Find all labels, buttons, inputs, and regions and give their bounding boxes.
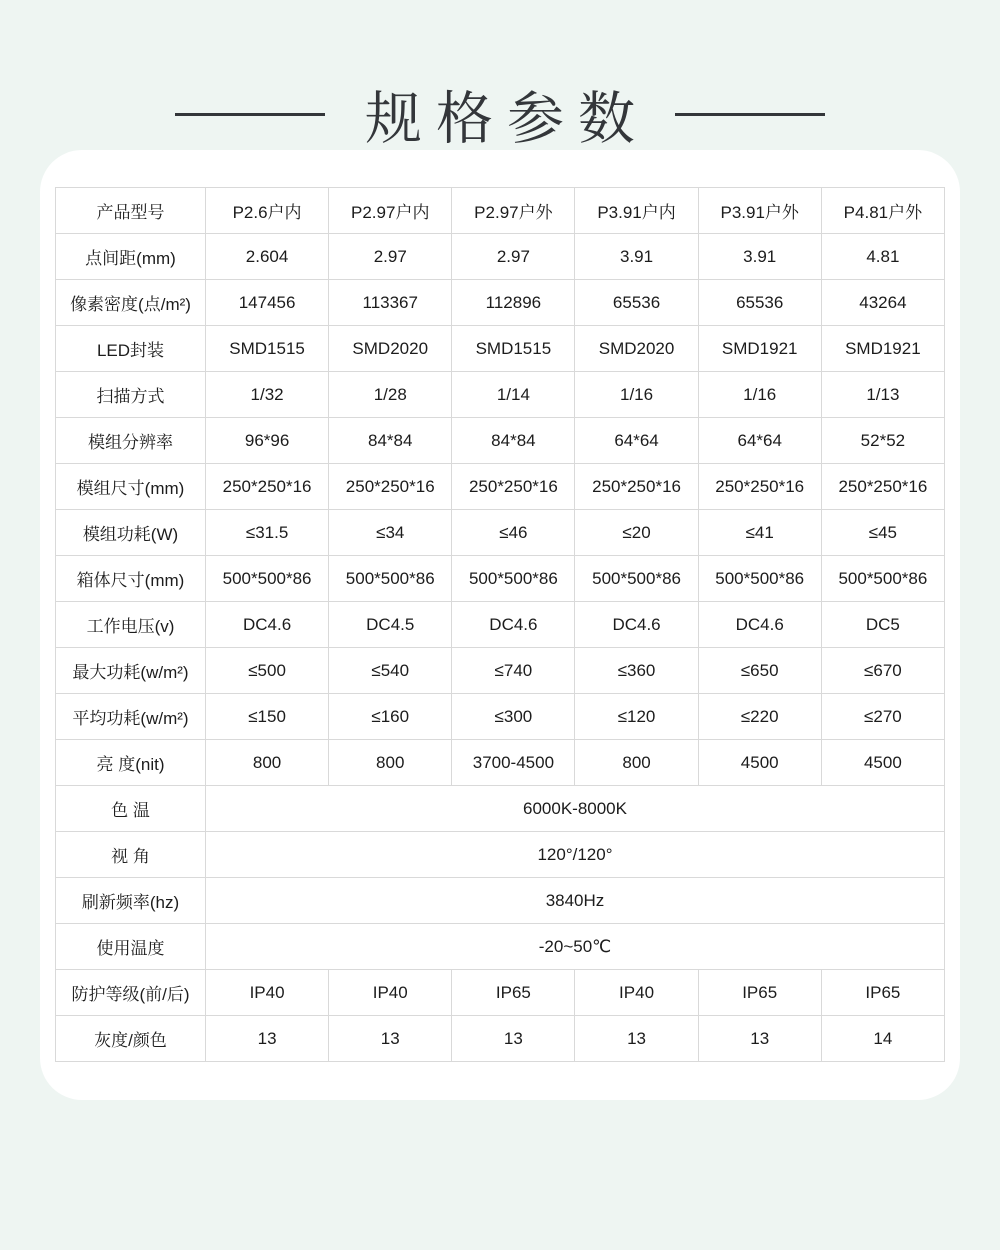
row-10-cell-2: ≤300 <box>452 694 575 740</box>
row-8-cell-2: DC4.6 <box>452 602 575 648</box>
row-6-cell-2: ≤46 <box>452 510 575 556</box>
header-model-cell-5: P4.81户外 <box>821 188 944 234</box>
header-model-cell-4: P3.91户外 <box>698 188 821 234</box>
row-0-cell-2: 2.97 <box>452 234 575 280</box>
row-2-cell-1: SMD2020 <box>329 326 452 372</box>
row-11-cell-5: 4500 <box>821 740 944 786</box>
row-2-cell-5: SMD1921 <box>821 326 944 372</box>
row-label-cell: 模组尺寸(mm) <box>56 464 206 510</box>
row-3-cell-4: 1/16 <box>698 372 821 418</box>
row-16-cell-5: IP65 <box>821 970 944 1016</box>
table-row <box>56 694 945 740</box>
row-8-cell-3: DC4.6 <box>575 602 698 648</box>
row-2-cell-2: SMD1515 <box>452 326 575 372</box>
row-label-cell: 刷新频率(hz) <box>56 878 206 924</box>
row-6-cell-0: ≤31.5 <box>206 510 329 556</box>
row-label-cell: 像素密度(点/m²) <box>56 280 206 326</box>
row-label-cell: 扫描方式 <box>56 372 206 418</box>
header-model-cell-0: P2.6户内 <box>206 188 329 234</box>
row-7-cell-0: 500*500*86 <box>206 556 329 602</box>
row-label-cell: 最大功耗(w/m²) <box>56 648 206 694</box>
table-row <box>56 234 945 280</box>
row-label-cell: 防护等级(前/后) <box>56 970 206 1016</box>
row-label-cell: 视 角 <box>56 832 206 878</box>
table-row <box>56 418 945 464</box>
row-1-cell-3: 65536 <box>575 280 698 326</box>
spec-table-body <box>56 188 945 1062</box>
row-15-merged-cell: -20~50℃ <box>206 924 945 970</box>
row-7-cell-3: 500*500*86 <box>575 556 698 602</box>
row-17-cell-5: 14 <box>821 1016 944 1062</box>
row-3-cell-5: 1/13 <box>821 372 944 418</box>
row-7-cell-4: 500*500*86 <box>698 556 821 602</box>
row-17-cell-2: 13 <box>452 1016 575 1062</box>
spec-card <box>40 150 960 1100</box>
row-2-cell-4: SMD1921 <box>698 326 821 372</box>
row-6-cell-3: ≤20 <box>575 510 698 556</box>
row-label-cell: 色 温 <box>56 786 206 832</box>
table-row <box>56 740 945 786</box>
row-5-cell-1: 250*250*16 <box>329 464 452 510</box>
table-row <box>56 464 945 510</box>
table-row <box>56 648 945 694</box>
row-12-merged-cell: 6000K-8000K <box>206 786 945 832</box>
row-5-cell-3: 250*250*16 <box>575 464 698 510</box>
row-8-cell-5: DC5 <box>821 602 944 648</box>
row-7-cell-2: 500*500*86 <box>452 556 575 602</box>
row-5-cell-4: 250*250*16 <box>698 464 821 510</box>
header-model-cell-2: P2.97户外 <box>452 188 575 234</box>
row-11-cell-4: 4500 <box>698 740 821 786</box>
row-7-cell-1: 500*500*86 <box>329 556 452 602</box>
row-3-cell-3: 1/16 <box>575 372 698 418</box>
spec-table <box>55 187 945 1062</box>
row-4-cell-0: 96*96 <box>206 418 329 464</box>
row-4-cell-5: 52*52 <box>821 418 944 464</box>
row-label-cell: 箱体尺寸(mm) <box>56 556 206 602</box>
row-17-cell-1: 13 <box>329 1016 452 1062</box>
row-4-cell-1: 84*84 <box>329 418 452 464</box>
row-9-cell-2: ≤740 <box>452 648 575 694</box>
row-7-cell-5: 500*500*86 <box>821 556 944 602</box>
row-5-cell-5: 250*250*16 <box>821 464 944 510</box>
row-5-cell-0: 250*250*16 <box>206 464 329 510</box>
table-row <box>56 786 945 832</box>
row-16-cell-4: IP65 <box>698 970 821 1016</box>
header-model-cell-3: P3.91户内 <box>575 188 698 234</box>
title-divider-right <box>675 113 825 116</box>
table-row <box>56 372 945 418</box>
row-14-merged-cell: 3840Hz <box>206 878 945 924</box>
row-13-merged-cell: 120°/120° <box>206 832 945 878</box>
row-label-cell: 平均功耗(w/m²) <box>56 694 206 740</box>
row-label-cell: 灰度/颜色 <box>56 1016 206 1062</box>
table-row <box>56 556 945 602</box>
row-label-cell: 点间距(mm) <box>56 234 206 280</box>
table-row <box>56 878 945 924</box>
row-9-cell-1: ≤540 <box>329 648 452 694</box>
row-0-cell-5: 4.81 <box>821 234 944 280</box>
row-11-cell-1: 800 <box>329 740 452 786</box>
table-row <box>56 326 945 372</box>
table-row <box>56 602 945 648</box>
row-4-cell-3: 64*64 <box>575 418 698 464</box>
header-label-cell: 产品型号 <box>56 188 206 234</box>
row-label-cell: LED封装 <box>56 326 206 372</box>
row-3-cell-0: 1/32 <box>206 372 329 418</box>
row-9-cell-3: ≤360 <box>575 648 698 694</box>
table-row <box>56 280 945 326</box>
row-8-cell-4: DC4.6 <box>698 602 821 648</box>
row-8-cell-0: DC4.6 <box>206 602 329 648</box>
row-16-cell-0: IP40 <box>206 970 329 1016</box>
row-6-cell-4: ≤41 <box>698 510 821 556</box>
row-label-cell: 模组分辨率 <box>56 418 206 464</box>
row-9-cell-4: ≤650 <box>698 648 821 694</box>
row-label-cell: 亮 度(nit) <box>56 740 206 786</box>
row-16-cell-3: IP40 <box>575 970 698 1016</box>
section-title <box>0 0 1000 150</box>
row-label-cell: 工作电压(v) <box>56 602 206 648</box>
row-17-cell-4: 13 <box>698 1016 821 1062</box>
row-8-cell-1: DC4.5 <box>329 602 452 648</box>
row-1-cell-4: 65536 <box>698 280 821 326</box>
row-3-cell-1: 1/28 <box>329 372 452 418</box>
row-9-cell-5: ≤670 <box>821 648 944 694</box>
table-row <box>56 924 945 970</box>
row-0-cell-4: 3.91 <box>698 234 821 280</box>
row-17-cell-3: 13 <box>575 1016 698 1062</box>
row-1-cell-1: 113367 <box>329 280 452 326</box>
row-2-cell-0: SMD1515 <box>206 326 329 372</box>
header-model-cell-1: P2.97户内 <box>329 188 452 234</box>
row-10-cell-4: ≤220 <box>698 694 821 740</box>
row-0-cell-1: 2.97 <box>329 234 452 280</box>
row-1-cell-0: 147456 <box>206 280 329 326</box>
row-0-cell-3: 3.91 <box>575 234 698 280</box>
table-row <box>56 970 945 1016</box>
row-11-cell-0: 800 <box>206 740 329 786</box>
row-9-cell-0: ≤500 <box>206 648 329 694</box>
table-header-row <box>56 188 945 234</box>
row-5-cell-2: 250*250*16 <box>452 464 575 510</box>
row-label-cell: 使用温度 <box>56 924 206 970</box>
table-row <box>56 510 945 556</box>
row-6-cell-5: ≤45 <box>821 510 944 556</box>
title-divider-left <box>175 113 325 116</box>
row-3-cell-2: 1/14 <box>452 372 575 418</box>
row-4-cell-4: 64*64 <box>698 418 821 464</box>
row-10-cell-1: ≤160 <box>329 694 452 740</box>
row-11-cell-3: 800 <box>575 740 698 786</box>
row-11-cell-2: 3700-4500 <box>452 740 575 786</box>
row-10-cell-5: ≤270 <box>821 694 944 740</box>
row-10-cell-0: ≤150 <box>206 694 329 740</box>
row-1-cell-2: 112896 <box>452 280 575 326</box>
table-row <box>56 1016 945 1062</box>
page-title: 规格参数 <box>365 87 649 151</box>
row-label-cell: 模组功耗(W) <box>56 510 206 556</box>
row-16-cell-1: IP40 <box>329 970 452 1016</box>
row-17-cell-0: 13 <box>206 1016 329 1062</box>
row-16-cell-2: IP65 <box>452 970 575 1016</box>
row-2-cell-3: SMD2020 <box>575 326 698 372</box>
table-row <box>56 832 945 878</box>
row-1-cell-5: 43264 <box>821 280 944 326</box>
row-10-cell-3: ≤120 <box>575 694 698 740</box>
row-6-cell-1: ≤34 <box>329 510 452 556</box>
row-4-cell-2: 84*84 <box>452 418 575 464</box>
row-0-cell-0: 2.604 <box>206 234 329 280</box>
